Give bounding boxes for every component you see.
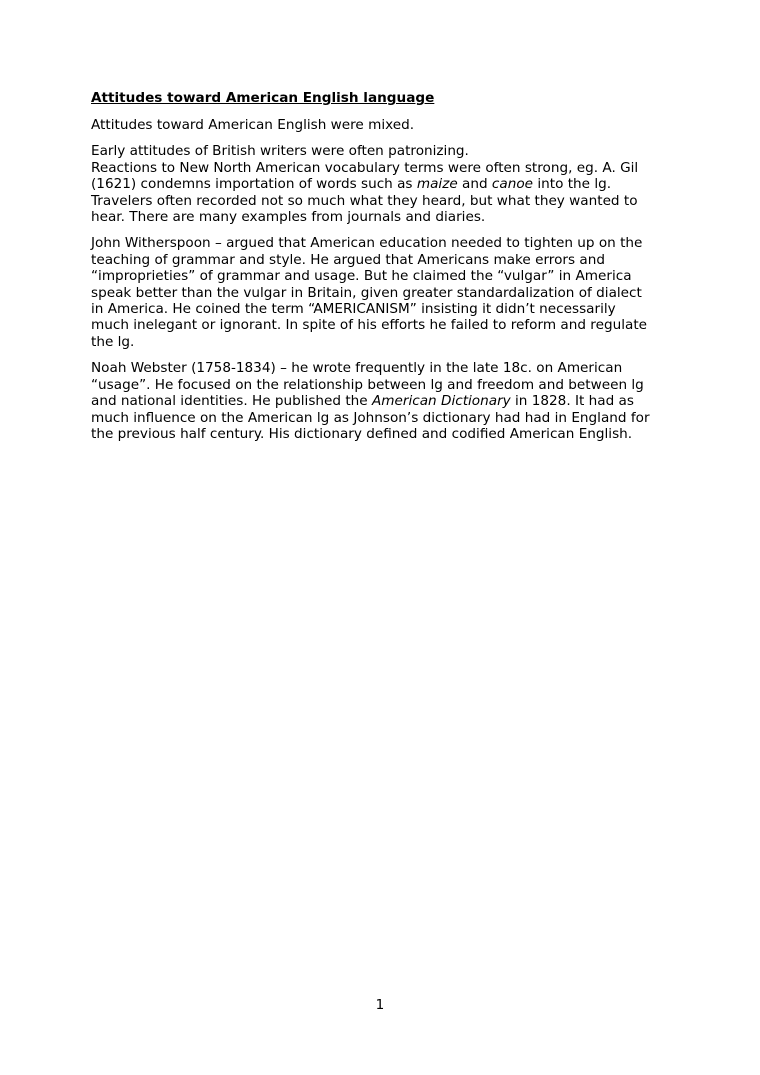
paragraph-line: Travelers often recorded not so much what they heard, but what they wanted to: [91, 192, 638, 209]
paragraph-line: hear. There are many examples from journals and diaries.: [91, 209, 486, 226]
document-title: Attitudes toward American English language: [91, 90, 435, 106]
italic-book-title: American Dictionary: [371, 393, 511, 410]
document-body: [91, 89, 681, 452]
witherspoon-paragraph: [91, 235, 681, 350]
text-run: into the lg.: [533, 176, 612, 193]
paragraph-line: “usage”. He focused on the relationship between lg and freedom and between lg: [91, 376, 644, 393]
paragraph-line: the previous half century. His dictionary defined and codified American English.: [91, 425, 633, 442]
paragraph-line: the lg.: [91, 333, 135, 350]
paragraph-line: speak better than the vulgar in Britain, given greater standardalization of dialect: [91, 284, 642, 301]
paragraph-line: Noah Webster (1758-1834) – he wrote frequently in the late 18c. on American: [91, 360, 623, 377]
paragraph-line: teaching of grammar and style. He argued that Americans make errors and: [91, 251, 605, 268]
paragraph-line: “improprieties” of grammar and usage. But he claimed the “vulgar” in America: [91, 268, 632, 285]
paragraph-line: much influence on the American lg as Johnson’s dictionary had had in England for: [91, 409, 650, 426]
paragraph-line: [91, 393, 681, 409]
paragraph-line: much inelegant or ignorant. In spite of his efforts he failed to reform and regulate: [91, 317, 648, 334]
italic-word-canoe: canoe: [491, 176, 534, 193]
paragraph-line: John Witherspoon – argued that American education needed to tighten up on the: [91, 235, 643, 252]
intro-paragraph: [91, 117, 681, 133]
paragraph-line: Early attitudes of British writers were often patronizing.: [91, 143, 469, 160]
text-run: and: [457, 176, 492, 193]
text-run: (1621) condemns importation of words such as: [91, 176, 417, 193]
webster-paragraph: [91, 360, 681, 442]
text-run: in 1828. It had as: [510, 393, 634, 410]
text-run: and national identities. He published the: [91, 393, 372, 410]
british-attitudes-paragraph: [91, 143, 681, 225]
italic-word-maize: maize: [416, 176, 458, 193]
paragraph-line: Reactions to New North American vocabulary terms were often strong, eg. A. Gil: [91, 159, 639, 176]
intro-line: Attitudes toward American English were mixed.: [91, 117, 415, 133]
paragraph-line: in America. He coined the term “AMERICANISM” insisting it didn’t necessarily: [91, 301, 616, 318]
paragraph-line: [91, 176, 681, 192]
page-number: 1: [375, 997, 385, 1013]
